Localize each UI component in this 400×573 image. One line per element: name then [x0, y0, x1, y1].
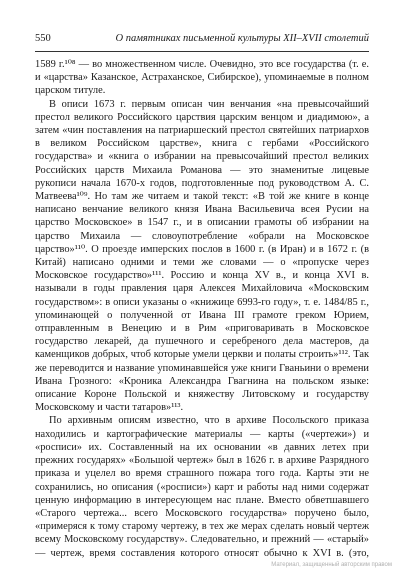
paragraph: По архивным описям известно, что в архиве Посольского приказа находились и картографические материалы — карты («чертежи») и «росписи» их. Составленный на их основании «в давних летех при прежних государях» «Большой чертеж» был в 1626 г. в архиве Разрядного приказа и уцелел во время страшного пожара того года. Карты эти не сохранились, но описания («росписи») карт и работы над ними содержат ценную информацию в интересующем нас плане. Вместо обветшавшего «Старого чертежа... всего Московского государства» поручено было, «примеряся к тому старому чертежу, в тех же мерах сделать новый чертеж всему Московскому государству». Следовательно, и прежний — «старый» — чертеж, время составления которого относят обычно к XVI в. (это, — [35, 415, 369, 558]
copyright-watermark: Материал, защищенный авторским правом — [271, 562, 392, 568]
paragraph: 1589 г.¹⁰⁸ — во множественном числе. Очевидно, это все государства (т. е. и «царства» Казанское, Астраханское, Сибирское), упоминаемые в полном царском титуле. — [35, 59, 369, 97]
page-header — [35, 32, 369, 46]
page-number: 550 — [35, 33, 51, 44]
running-title: О памятниках письменной культуры XII–XVII столетий — [115, 33, 369, 44]
body-text — [35, 58, 369, 558]
paragraph: В описи 1673 г. первым описан чин венчания «на превысочайший престол великого Российского царствия царским венцом и диадимою», а затем «чин поставления на патриаршеский престол святейших патриархов в великом Российском царстве», книга с гербами «Российского государства» и «книга о избрании на превысочайший престол великих Российских царств Михаила Романова — это знаменитые лицевые рукописи начала 1670-х годов, подготовленные под руководством А. С. Матвеева¹⁰⁹. Но там же читаем и такой текст: «В той же книге в конце написано венчание великого князя Ивана Васильевича всея Русии на царство Московское» в 1547 г., и в описании грамоты об избрании на царство Михаила — словоупотребление «обрали на Московское царство»¹¹⁰. О проезде имперских послов в 1600 г. (в Иран) и в 1672 г. (в Китай) написано одними и теми же словами — о «пропуске через Московское государство»¹¹¹. Россию и конца XV в., и конца XVI в. называли в годы правления царя Алексея Михайловича «Московским государством»: в описи указаны о «книжице 6993-го году», т. е. 1484/85 г., упоминающей о полученной от Ивана III грамоте греком Юрием, отправленным в Венецию и в Рим «приговаривать в Московское государство лекарей, да пушечного и серебреного дела мастеров, да каменщиков добрых, чтоб которые умели церкви и полаты строить»¹¹². Так же переводится и название упоминавшейся уже книги Гваньини о времени Ивана Грозного: «Кроника Александра Гвагнина на польском языке: описание Короне Польской и княжеству Литовскому и государству Московскому и части татаров»¹¹³. — [35, 98, 369, 414]
header-rule — [35, 51, 369, 52]
